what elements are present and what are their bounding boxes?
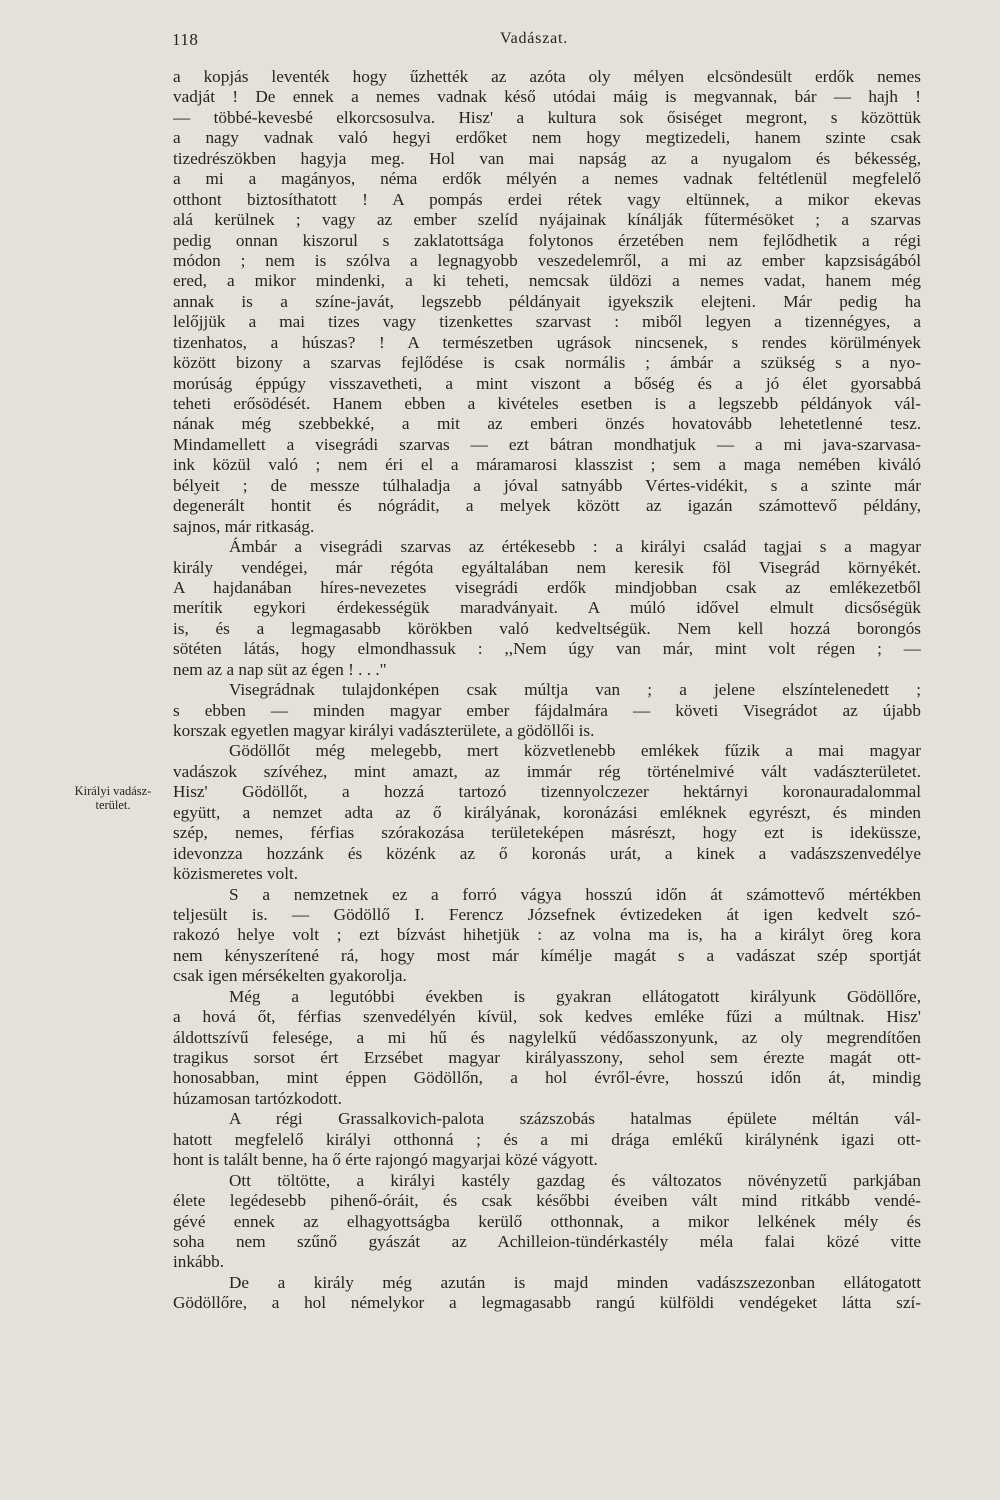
text-line: Ott töltötte, a királyi kastély gazdag és változatos növényzetű parkjában: [229, 1170, 921, 1190]
text-line: Visegrádnak tulajdonképen csak múltja van ; a jelene elszíntelenedett ;: [229, 680, 921, 700]
text-line: nem az a nap süt az égen ! . . .": [173, 659, 387, 679]
body-text: [173, 67, 921, 1314]
text-line: idevonzza hozzánk és közénk az ő koronás urát, a kinek a vadászszenvedélye: [173, 843, 921, 863]
text-line: soha nem szűnő gyászát az Achilleion-tündérkastély méla falai közé vitte: [173, 1231, 921, 1251]
text-line: tragikus sorsot ért Erzsébet magyar királyasszony, sehol sem érezte magát ott-: [173, 1048, 921, 1067]
text-line: együtt, a nemzet adta az ő királyának, koronázási emléknek egyrészt, és minden: [173, 802, 921, 822]
text-line: módon ; nem is szólva a legnagyobb veszedelemről, a mi az ember kapzsiságából: [173, 250, 921, 270]
text-line: sötéten látás, hogy elmondhassuk : ,,Nem úgy van már, mint volt régen ; —: [173, 639, 921, 659]
text-line: tizenhatos, a húszas? ! A természetben ugrások nincsenek, s rendes körülmények: [173, 332, 921, 352]
text-line: Még a legutóbbi években is gyakran ellátogatott királyunk Gödöllőre,: [229, 986, 921, 1006]
text-line: közismeretes volt.: [173, 864, 299, 884]
text-line: inkább.: [173, 1252, 225, 1272]
text-line: tizedrészökben hagyja meg. Hol van mai napság az a nyugalom és békesség,: [173, 148, 921, 168]
text-line: degenerált hontit és nógrádit, a melyek között az igazán számottevő példány,: [173, 496, 921, 516]
margin-note-line: Királyi vadász-: [74, 784, 152, 798]
text-line: a hová őt, férfias szenvedélyén kívül, sok kedves emléke fűzi a múltnak. Hisz': [173, 1007, 921, 1027]
text-line: A hajdanában híres-nevezetes visegrádi erdők mindjobban csak az emlékezetből: [173, 577, 921, 597]
text-line: áldottszívű felesége, a mi hű és nagylelkű védőasszonyunk, az oly megrendítően: [173, 1027, 921, 1047]
text-line: nem kényszerítené rá, hogy most már kímélje magát s a vadászat szép sportját: [173, 945, 921, 965]
text-line: a kopjás leventék hogy űzhették az azóta oly mélyen elcsöndesült erdők nemes: [173, 67, 921, 86]
text-line: hont is talált benne, ha ő érte rajongó magyarjai közé vágyott.: [173, 1150, 598, 1170]
margin-note: [58, 784, 168, 812]
text-line: is, és a legmagasabb körökben való kedveltségük. Nem kell hozzá borongós: [173, 618, 921, 638]
text-line: honosabban, mint éppen Gödöllőn, a hol évről-évre, hosszú időn át, mindig: [173, 1068, 921, 1088]
text-line: lelőjjük a mai tizes vagy tizenkettes szarvast : miből legyen a tizennégyes, a: [173, 312, 921, 332]
text-line: S a nemzetnek ez a forró vágya hosszú időn át számottevő mértékben: [229, 884, 921, 904]
text-line: vadászok szívéhez, mint amazt, az immár rég történelmivé vált vadászterületet.: [173, 761, 921, 781]
text-line: nának még szebbekké, a mit az emberi önzés hovatovább lehetetlenné tesz.: [173, 414, 921, 434]
text-line: ered, a mikor mindenki, a ki teheti, nemcsak üldözi a nemes vadat, hanem még: [173, 271, 921, 291]
text-line: csak igen mérsékelten gyakorolja.: [173, 966, 407, 986]
text-line: vadját ! De ennek a nemes vadnak késő utódai máig is megvannak, bár — hajh !: [173, 87, 921, 107]
page-number: 118: [172, 30, 199, 49]
text-line: király vendégei, már régóta egyáltalában nem keresik föl Visegrád környékét.: [173, 557, 921, 577]
text-line: Gödöllőre, a hol némelykor a legmagasabb rangú külföldi vendégeket látta szí-: [173, 1293, 921, 1313]
text-line: között bizony a szarvas fejlődése is csak normális ; ámbár a szükség s a nyo-: [173, 353, 921, 373]
text-line: a mi a magányos, néma erdők mélyén a nemes vadnak feltétlenül megfelelő: [173, 169, 921, 189]
text-line: ink közül való ; nem éri el a máramarosi klasszist ; sem a maga nemében kiváló: [173, 455, 921, 475]
text-line: korszak egyetlen magyar királyi vadászterülete, a gödöllői is.: [173, 721, 595, 740]
text-line: A régi Grassalkovich-palota százszobás hatalmas épülete méltán vál-: [229, 1109, 921, 1129]
text-line: merítik egykori érdekességük maradványait. A múló idővel elmult dicsőségük: [173, 598, 921, 618]
text-line: rakozó helye volt ; ezt bízvást hihetjük : az volna ma is, ha a királyt öreg kora: [173, 925, 921, 945]
text-line: szép, nemes, férfias szórakozása területeképen másrészt, hogy ezt is ideküssze,: [173, 823, 921, 843]
text-line: Gödöllőt még melegebb, mert közvetlenebb emlékek fűzik a mai magyar: [229, 741, 921, 761]
text-line: s ebben — minden magyar ember fájdalmára — követi Visegrádot az újabb: [173, 700, 921, 720]
text-line: Hisz' Gödöllőt, a hozzá tartozó tizennyolczezer hektárnyi koronauradalommal: [173, 782, 921, 802]
text-line: annak is a színe-javát, legszebb példányait igyekszik elejteni. Már pedig ha: [173, 291, 921, 311]
text-line: teheti erősödését. Hanem ebben a kivételes esetben is a legszebb példányok vál-: [173, 394, 921, 413]
text-line: Mindamellett a visegrádi szarvas — ezt bátran mondhatjuk — a mi java-szarvasa-: [173, 434, 921, 454]
text-line: — többé-kevesbé elkorcsosulva. Hisz' a kultura sok ősiséget megront, s közöttük: [173, 107, 921, 127]
text-line: a nagy vadnak való hegyi erdőket nem hogy megtizedeli, hanem szinte csak: [173, 128, 921, 148]
text-line: húzamosan tartózkodott.: [173, 1088, 342, 1108]
text-line: Ámbár a visegrádi szarvas az értékesebb : a királyi család tagjai s a magyar: [229, 537, 921, 557]
text-line: gévé ennek az elhagyottságba kerülő otthonnak, a mikor lelkének mély és: [173, 1211, 921, 1231]
text-line: bélyeit ; de messze túlhaladja a jóval satnyább Vértes-vidékit, s a szinte már: [173, 475, 921, 495]
text-line: otthont biztosíthatott ! A pompás erdei rétek vagy eltünnek, a mikor ekevas: [173, 189, 921, 209]
margin-note-line: terület.: [95, 798, 131, 812]
text-line: De a király még azután is majd minden vadászszezonban ellátogatott: [229, 1272, 921, 1292]
running-head: Vadászat.: [500, 30, 569, 47]
text-line: morúság éppúgy visszavetheti, a mint viszont a bőség és a jó élet gyorsabbá: [173, 373, 921, 393]
text-line: alá kerülnek ; vagy az ember szelíd nyájainak kínálják fűtermésöket ; a szarvas: [173, 210, 921, 230]
text-line: élete legédesebb pihenő-óráit, és csak későbbi éveiben vált mind ritkább vendé-: [173, 1191, 921, 1211]
text-line: pedig onnan kiszorul s zaklatottsága folytonos érzetében nem fejlődhetik a régi: [173, 230, 921, 250]
text-line: teljesült is. — Gödöllő I. Ferencz Józsefnek évtizedeken át igen kedvelt szó-: [173, 904, 921, 924]
text-line: sajnos, már ritkaság.: [173, 516, 315, 536]
text-line: hatott megfelelő királyi otthonná ; és a mi drága emlékű királynénk igazi ott-: [173, 1129, 921, 1149]
